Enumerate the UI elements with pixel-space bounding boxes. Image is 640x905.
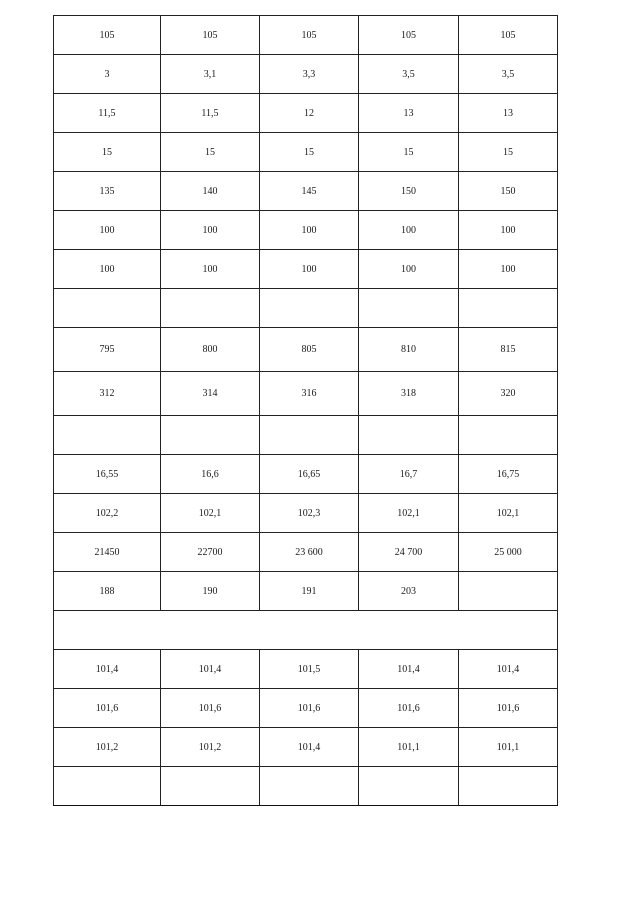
table-row bbox=[54, 55, 558, 94]
table-cell: 3,3 bbox=[260, 55, 359, 94]
table-cell: 795 bbox=[54, 328, 161, 372]
table-cell bbox=[54, 416, 161, 455]
table-cell: 100 bbox=[54, 250, 161, 289]
table-cell bbox=[161, 416, 260, 455]
table-cell: 102,2 bbox=[54, 494, 161, 533]
table-row bbox=[54, 650, 558, 689]
table-row bbox=[54, 611, 558, 650]
table-cell: 3,5 bbox=[359, 55, 459, 94]
table-cell: 13 bbox=[359, 94, 459, 133]
table-cell: 316 bbox=[260, 372, 359, 416]
table-row bbox=[54, 172, 558, 211]
table-cell: 3,1 bbox=[161, 55, 260, 94]
table-cell: 101,2 bbox=[161, 728, 260, 767]
table-row bbox=[54, 250, 558, 289]
table-cell: 150 bbox=[459, 172, 558, 211]
table-cell: 318 bbox=[359, 372, 459, 416]
table-cell: 800 bbox=[161, 328, 260, 372]
table-cell: 191 bbox=[260, 572, 359, 611]
table-cell: 101,4 bbox=[459, 650, 558, 689]
table-cell: 100 bbox=[260, 211, 359, 250]
table-cell bbox=[260, 767, 359, 806]
table-cell: 12 bbox=[260, 94, 359, 133]
table-cell: 105 bbox=[54, 16, 161, 55]
table-cell: 22700 bbox=[161, 533, 260, 572]
table-cell: 13 bbox=[459, 94, 558, 133]
table-cell bbox=[359, 416, 459, 455]
table-cell: 100 bbox=[459, 250, 558, 289]
table-row bbox=[54, 455, 558, 494]
table-cell: 145 bbox=[260, 172, 359, 211]
document-page bbox=[53, 15, 557, 806]
table-row bbox=[54, 328, 558, 372]
table-cell: 16,6 bbox=[161, 455, 260, 494]
table-cell: 3,5 bbox=[459, 55, 558, 94]
table-cell: 15 bbox=[161, 133, 260, 172]
table-cell: 105 bbox=[359, 16, 459, 55]
table-cell: 140 bbox=[161, 172, 260, 211]
table-row bbox=[54, 767, 558, 806]
table-cell: 102,3 bbox=[260, 494, 359, 533]
table-cell bbox=[260, 289, 359, 328]
table-cell bbox=[161, 767, 260, 806]
table-row bbox=[54, 533, 558, 572]
table-cell: 101,4 bbox=[54, 650, 161, 689]
table-cell bbox=[54, 289, 161, 328]
table-cell: 150 bbox=[359, 172, 459, 211]
table-cell: 24 700 bbox=[359, 533, 459, 572]
table-row bbox=[54, 416, 558, 455]
table-cell: 16,75 bbox=[459, 455, 558, 494]
table-cell bbox=[459, 416, 558, 455]
table-row bbox=[54, 289, 558, 328]
table-cell: 105 bbox=[161, 16, 260, 55]
table-body bbox=[54, 16, 558, 806]
table-row bbox=[54, 689, 558, 728]
table-cell: 102,1 bbox=[359, 494, 459, 533]
table-cell bbox=[459, 767, 558, 806]
table-cell: 312 bbox=[54, 372, 161, 416]
table-cell: 11,5 bbox=[54, 94, 161, 133]
table-cell: 100 bbox=[260, 250, 359, 289]
table-cell: 101,4 bbox=[359, 650, 459, 689]
table-cell: 16,7 bbox=[359, 455, 459, 494]
table-cell: 23 600 bbox=[260, 533, 359, 572]
table-cell: 101,6 bbox=[54, 689, 161, 728]
table-cell: 15 bbox=[359, 133, 459, 172]
table-cell: 101,2 bbox=[54, 728, 161, 767]
table-cell bbox=[161, 289, 260, 328]
table-cell: 101,4 bbox=[161, 650, 260, 689]
table-row bbox=[54, 572, 558, 611]
table-row bbox=[54, 16, 558, 55]
table-cell: 3 bbox=[54, 55, 161, 94]
data-table bbox=[53, 15, 558, 806]
table-cell bbox=[359, 767, 459, 806]
table-cell: 16,65 bbox=[260, 455, 359, 494]
table-cell: 15 bbox=[54, 133, 161, 172]
table-cell: 135 bbox=[54, 172, 161, 211]
table-cell: 100 bbox=[161, 250, 260, 289]
table-cell: 100 bbox=[459, 211, 558, 250]
table-cell: 100 bbox=[359, 211, 459, 250]
table-cell: 25 000 bbox=[459, 533, 558, 572]
table-cell: 815 bbox=[459, 328, 558, 372]
table-cell bbox=[359, 289, 459, 328]
table-cell: 102,1 bbox=[459, 494, 558, 533]
table-cell: 105 bbox=[459, 16, 558, 55]
table-cell: 16,55 bbox=[54, 455, 161, 494]
table-row bbox=[54, 372, 558, 416]
table-cell: 15 bbox=[459, 133, 558, 172]
table-cell bbox=[459, 572, 558, 611]
table-cell: 21450 bbox=[54, 533, 161, 572]
table-cell: 105 bbox=[260, 16, 359, 55]
table-cell: 101,6 bbox=[260, 689, 359, 728]
table-cell: 11,5 bbox=[161, 94, 260, 133]
table-cell bbox=[54, 767, 161, 806]
table-cell: 320 bbox=[459, 372, 558, 416]
table-row bbox=[54, 133, 558, 172]
table-cell: 101,1 bbox=[459, 728, 558, 767]
table-cell: 100 bbox=[54, 211, 161, 250]
table-cell: 805 bbox=[260, 328, 359, 372]
table-cell: 100 bbox=[161, 211, 260, 250]
table-cell: 101,1 bbox=[359, 728, 459, 767]
table-cell: 100 bbox=[359, 250, 459, 289]
table-cell: 15 bbox=[260, 133, 359, 172]
table-cell: 101,5 bbox=[260, 650, 359, 689]
table-cell: 810 bbox=[359, 328, 459, 372]
table-cell bbox=[54, 611, 558, 650]
table-row bbox=[54, 211, 558, 250]
table-cell: 190 bbox=[161, 572, 260, 611]
table-cell: 188 bbox=[54, 572, 161, 611]
table-cell: 101,6 bbox=[161, 689, 260, 728]
table-cell: 101,6 bbox=[459, 689, 558, 728]
table-cell: 101,4 bbox=[260, 728, 359, 767]
table-cell: 314 bbox=[161, 372, 260, 416]
table-row bbox=[54, 494, 558, 533]
table-cell: 101,6 bbox=[359, 689, 459, 728]
table-cell: 102,1 bbox=[161, 494, 260, 533]
table-row bbox=[54, 94, 558, 133]
table-cell: 203 bbox=[359, 572, 459, 611]
table-row bbox=[54, 728, 558, 767]
table-cell bbox=[459, 289, 558, 328]
table-cell bbox=[260, 416, 359, 455]
